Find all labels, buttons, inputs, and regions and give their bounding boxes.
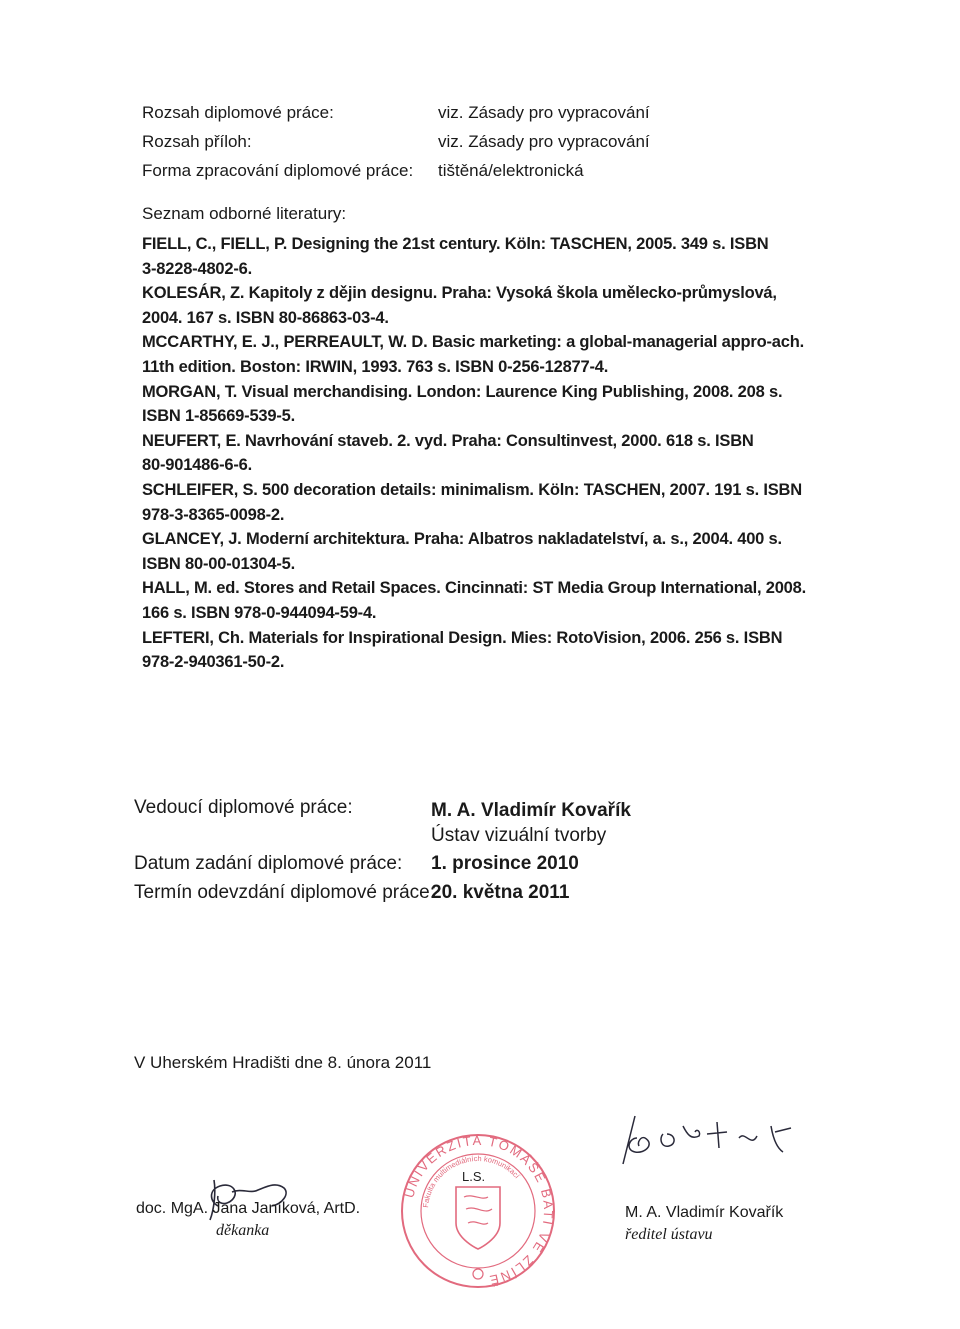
reference-line: MORGAN, T. Visual merchandising. London: Laurence King Publishing, 2008. 208 s. <box>142 382 783 401</box>
reference-line: 11th edition. Boston: IRWIN, 1993. 763 s. ISBN 0-256-12877-4. <box>142 357 609 376</box>
reference-line: 80-901486-6-6. <box>142 456 253 475</box>
meta-value: viz. Zásady pro vypracování <box>438 103 650 122</box>
assigned-date: 1. prosince 2010 <box>431 853 579 874</box>
reference-line: 978-2-940361-50-2. <box>142 653 285 672</box>
stamp-ls: L.S. <box>462 1169 486 1184</box>
dean-name: doc. MgA. Jana Janíková, ArtD. <box>136 1200 361 1217</box>
reference-line: MCCARTHY, E. J., PERREAULT, W. D. Basic marketing: a global-managerial appro-ach. <box>142 333 804 352</box>
meta-label: Forma zpracování diplomové práce: <box>142 161 414 180</box>
meta-label: Rozsah příloh: <box>142 132 252 151</box>
reference-line: NEUFERT, E. Navrhování staveb. 2. vyd. Praha: Consultinvest, 2000. 618 s. ISBN <box>142 431 754 450</box>
director-role: ředitel ústavu <box>625 1226 713 1243</box>
meta-value: tištěná/elektronická <box>438 161 584 180</box>
supervisor-department: Ústav vizuální tvorby <box>431 825 607 846</box>
university-stamp <box>398 1131 558 1291</box>
reference-line: FIELL, C., FIELL, P. Designing the 21st century. Köln: TASCHEN, 2005. 349 s. ISBN <box>142 235 769 253</box>
reference-line: ISBN 80-00-01304-5. <box>142 554 296 573</box>
reference-line: 978-3-8365-0098-2. <box>142 505 285 524</box>
director-signature <box>615 1108 800 1168</box>
literature-heading: Seznam odborné literatury: <box>142 204 347 223</box>
deadline-date: 20. května 2011 <box>431 882 570 903</box>
reference-item <box>142 626 822 675</box>
reference-item <box>142 281 822 330</box>
reference-item <box>142 330 822 379</box>
place-and-date: V Uherském Hradišti dne 8. února 2011 <box>134 1053 432 1072</box>
coat-of-arms-icon <box>456 1187 500 1249</box>
reference-line: 166 s. ISBN 978-0-944094-59-4. <box>142 603 377 622</box>
reference-line: ISBN 1-85669-539-5. <box>142 407 296 426</box>
meta-label: Rozsah diplomové práce: <box>142 103 334 122</box>
dean-role: děkanka <box>216 1222 270 1239</box>
stamp-outer-text: UNIVERZITA TOMÁŠE BATI VE ZLÍNĚ <box>401 1132 557 1289</box>
reference-line: HALL, M. ed. Stores and Retail Spaces. Cincinnati: ST Media Group International, 2008. <box>142 579 807 598</box>
reference-item <box>142 232 822 281</box>
assigned-label: Datum zadání diplomové práce: <box>134 853 403 874</box>
reference-line: 3-8228-4802-6. <box>142 259 253 278</box>
reference-line: GLANCEY, J. Moderní architektura. Praha: Albatros nakladatelství, a. s., 2004. 400 s. <box>142 530 782 549</box>
supervisor-label: Vedoucí diplomové práce: <box>134 797 353 818</box>
supervisor-name: M. A. Vladimír Kovařík <box>431 800 631 821</box>
reference-line: SCHLEIFER, S. 500 decoration details: minimalism. Köln: TASCHEN, 2007. 191 s. ISBN <box>142 480 802 499</box>
reference-line: LEFTERI, Ch. Materials for Inspirational Design. Mies: RotoVision, 2006. 256 s. ISBN <box>142 628 783 647</box>
reference-line: 2004. 167 s. ISBN 80-86863-03-4. <box>142 308 389 327</box>
meta-value: viz. Zásady pro vypracování <box>438 132 650 151</box>
reference-list <box>142 232 822 675</box>
reference-item <box>142 429 822 478</box>
director-name: M. A. Vladimír Kovařík <box>625 1204 784 1221</box>
stamp-inner-text: Fakulta multimediálních komunikací <box>421 1153 522 1209</box>
reference-item <box>142 576 822 625</box>
reference-item <box>142 380 822 429</box>
deadline-label: Termín odevzdání diplomové práce: <box>134 882 435 903</box>
reference-item <box>142 478 822 527</box>
reference-item <box>142 527 822 576</box>
reference-line: KOLESÁR, Z. Kapitoly z dějin designu. Praha: Vysoká škola umělecko-průmyslová, <box>142 284 777 303</box>
